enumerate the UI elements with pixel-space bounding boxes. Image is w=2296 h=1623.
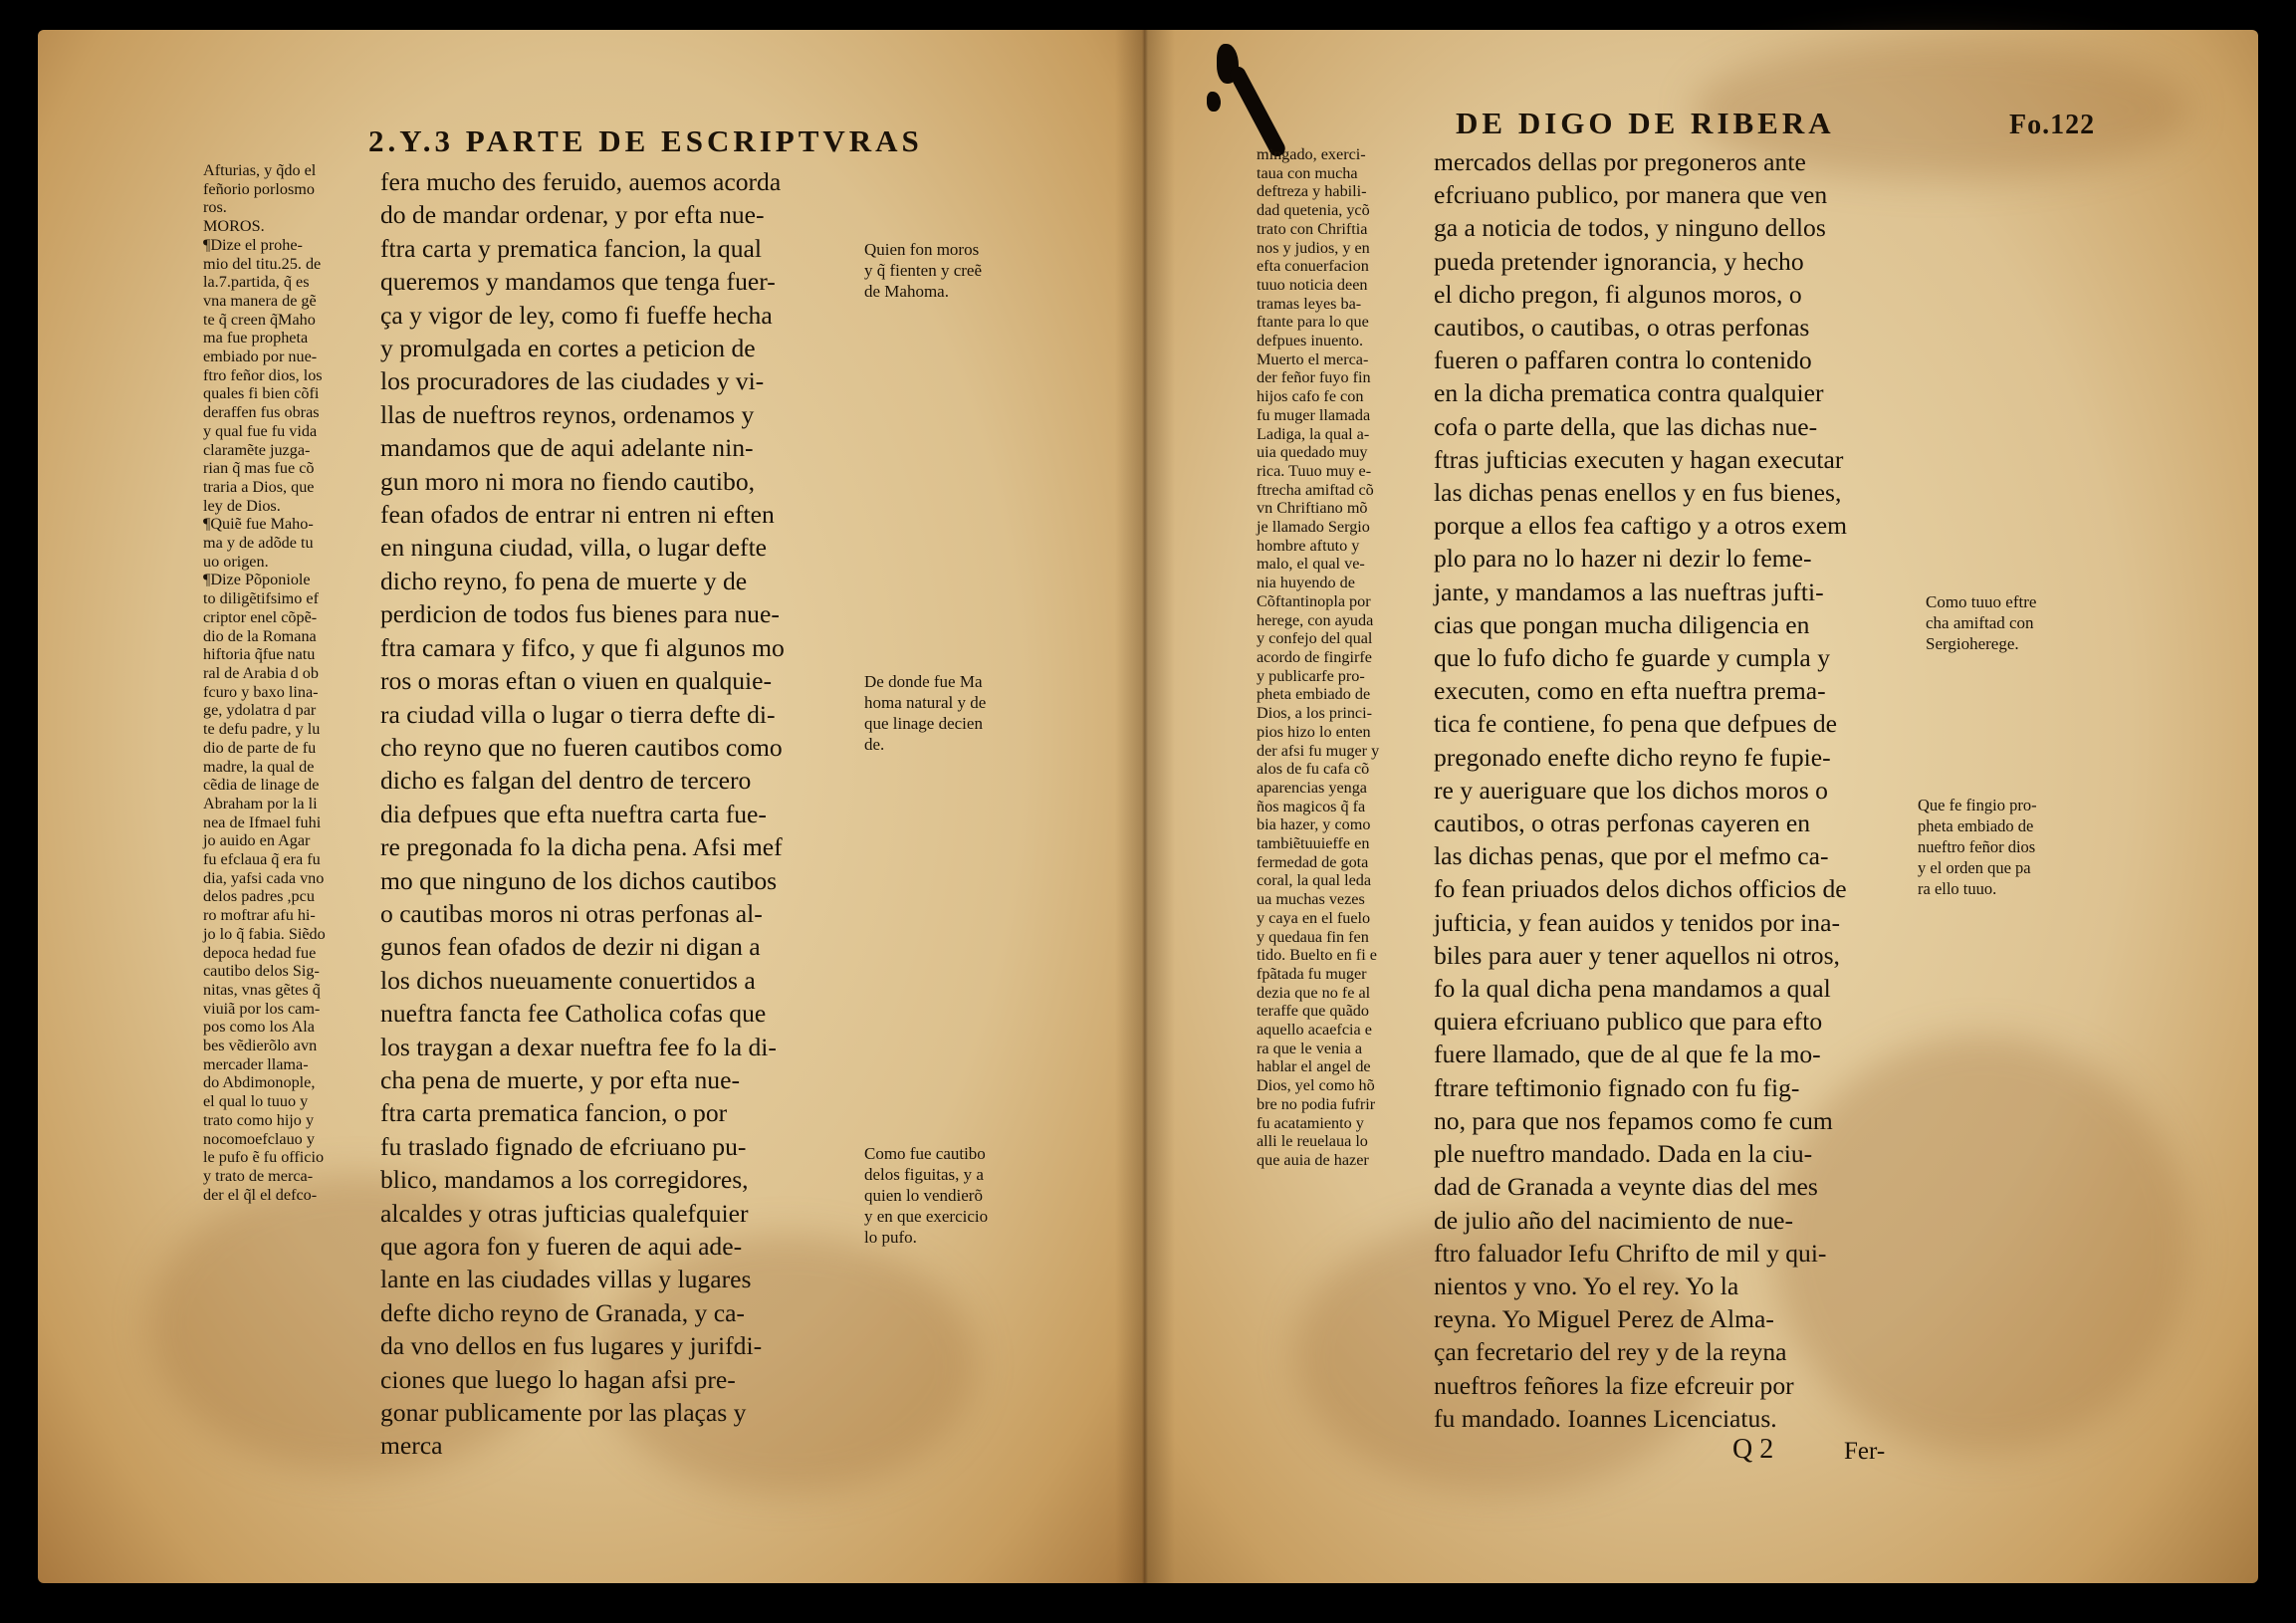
margin-note-moros: Quien fon moros y q̃ fienten y creẽ de Mahoma. (864, 240, 982, 301)
signature-mark: Q 2 (1732, 1434, 1774, 1465)
ink-blot (1207, 92, 1221, 112)
margin-note-cautibo: Como fue cautibo delos figuitas, y a quien lo vendierõ y en que exercicio lo pufo. (864, 1144, 989, 1247)
margin-note-propheta: Que fe fingio pro- pheta embiado de nueftro feñor dios y el orden que pa ra ello tuuo. (1918, 796, 2037, 898)
catchword: Fer- (1844, 1438, 1886, 1465)
margin-note-origen: De donde fue Ma homa natural y de que linage decien de. (864, 672, 987, 754)
folio-number: Fo.122 (2009, 110, 2096, 140)
running-header-right: DE DIGO DE RIBERA (1456, 106, 1835, 140)
margin-note-sergio: Como tuuo eftre cha amiftad con Sergioherege. (1926, 592, 2037, 653)
gloss-column-right: mingado, exerci- taua con mucha deftreza y habili- dad quetenia, ycõ trato con Chriftia nos y judios, y en efta conuerfacion tuuo noticia deen tramas leyes ba- ftante para lo que defpues inuento. Muerto el merca- der feñor fuyo fin hijos cafo fe con fu muger llamada Ladiga, la qual a- uia quedado muy rica. Tuuo muy e- ftrecha amiftad cõ vn Chriftiano mõ je llamado Sergio hombre aftuto y malo, el qual ve- nia huyendo de Cõftantinopla por herege, con ayuda y confejo del qual acordo de fingirfe y publicarfe pro- pheta embiado de Dios, a los princi- pios hizo lo enten der afsi fu muger y alos de fu cafa cõ aparencias yenga ños magicos q̃ fa bia hazer, y como tambiẽtuuieffe en fermedad de gota coral, la qual leda ua muchas vezes y caya en el fuelo y quedaua fin fen tido. Buelto en fi e fpãtada fu muger dezia que no fe al teraffe que quãdo aquello acaefcia e ra que le venia a hablar el angel de Dios, yel como hõ bre no podia fufrir fu acatamiento y alli le reuelaua lo que auia de hazer (1257, 145, 1380, 1169)
main-text-right: mercados dellas por pregoneros ante efcriuano publico, por manera que ven ga a noticia de todos, y ninguno dellos pueda pretender ignorancia, y hecho el dicho pregon, fi algunos moros, o cautibos, o cautibas, o otras perfonas fueren o paffaren contra lo contenido en la dicha prematica contra qualquier cofa o parte della, que las dichas nue- ftras jufticias executen y hagan executar las dichas penas enellos y en fus bienes, porque a ellos fea caftigo y a otros exem plo para no lo hazer ni dezir lo feme- jante, y mandamos a las nueftras jufti- cias que pongan mucha diligencia en que lo fufo dicho fe guarde y cumpla y executen, como en efta nueftra prema- tica fe contiene, fo pena que defpues de pregonado enefte dicho reyno fe fupie- re y aueriguare que los dichos moros o cautibos, o otras perfonas cayeren en las dichas penas, que por el mefmo ca- fo fean priuados delos dichos officios de jufticia, y fean auidos y tenidos por ina- biles para auer y tener aquellos ni otros, fo la qual dicha pena mandamos a qual quiera efcriuano publico que para efto fuere llamado, que de al que fe la mo- ftrare teftimonio fignado con fu fig- no, para que nos fepamos como fe cum ple nueftro mandado. Dada en la ciu- dad de Granada a veynte dias del mes de julio año del nacimiento de nue- ftro faluador Iefu Chrifto de mil y qui- nientos y vno. Yo el rey. Yo la reyna. Yo Miguel Perez de Alma- çan fecretario del rey y de la reyna nueftros feñores la fize efcreuir por fu mandado. Ioannes Licenciatus. (1434, 147, 1848, 1433)
main-text-left: fera mucho des feruido, auemos acorda do de mandar ordenar, y por efta nue- ftra carta y prematica fancion, la qual queremos y mandamos que tenga fuer- ça y vigor de ley, como fi fueffe hecha y promulgada en cortes a peticion de los procuradores de las ciudades y vi- llas de nueftros reynos, ordenamos y mandamos que de aqui adelante nin- gun moro ni mora no fiendo cautibo, fean ofados de entrar ni entren ni eften en ninguna ciudad, villa, o lugar defte dicho reyno, fo pena de muerte y de perdicion de todos fus bienes para nue- ftra camara y fifco, y que fi algunos mo ros o moras eftan o viuen en qualquie- ra ciudad villa o lugar o tierra defte di- cho reyno que no fueren cautibos como dicho es falgan del dentro de tercero dia defpues que efta nueftra carta fue- re pregonada fo la dicha pena. Afsi mef mo que ninguno de los dichos cautibos o cautibas moros ni otras perfonas al- gunos fean ofados de dezir ni digan a los dichos nueuamente conuertidos a nueftra fancta fee Catholica cofas que los traygan a dexar nueftra fee fo la di- cha pena de muerte, y por efta nue- ftra carta prematica fancion, o por fu traslado fignado de efcriuano pu- blico, mandamos a los corregidores, alcaldes y otras jufticias qualefquier que agora fon y fueren de aqui ade- lante en las ciudades villas y lugares defte dicho reyno de Granada, y ca- da vno dellos en fus lugares y jurifdi- ciones que luego lo hagan afsi pre- gonar publicamente por las plaças y merca (380, 167, 785, 1461)
running-header-left: 2.Y.3 PARTE DE ESCRIPTVRAS (368, 123, 923, 158)
gloss-column-left: Afturias, y q̃do el feñorio porlosmo ros. MOROS. ¶Dize el prohe- mio del titu.25. de la.7.partida, q̃ es vna manera de gẽ te q̃ creen q̃Maho ma fue propheta embiado por nue- ftro feñor dios, los quales fi bien cõfi deraffen fus obras y qual fue fu vida claramẽte juzga- rian q̃ mas fue cõ traria a Dios, que ley de Dios. ¶Quiẽ fue Maho- ma y de adõde tu uo origen. ¶Dize Põponiole to diligẽtifsimo ef criptor enel cõpẽ- dio de la Romana hiftoria q̃fue natu ral de Arabia d ob fcuro y baxo lina- ge, ydolatra d par te defu padre, y lu dio de parte de fu madre, la qual de cẽdia de linage de Abraham por la li nea de Ifmael fuhi jo auido en Agar fu efclaua q̃ era fu dia, yafsi cada vno delos padres ,pcu ro moftrar afu hi- jo lo q̃ fabia. Siẽdo depoca hedad fue cautibo delos Sig- nitas, vnas gẽtes q̃ viuiã por los cam- pos como los Ala bes vẽdierõlo avn mercader llama- do Abdimonople, el qual lo tuuo y trato como hijo y nocomoefclauo y le pufo ẽ fu officio y trato de merca- der el q̃l el defco- (203, 161, 326, 1204)
book-gutter (1115, 30, 1175, 1583)
